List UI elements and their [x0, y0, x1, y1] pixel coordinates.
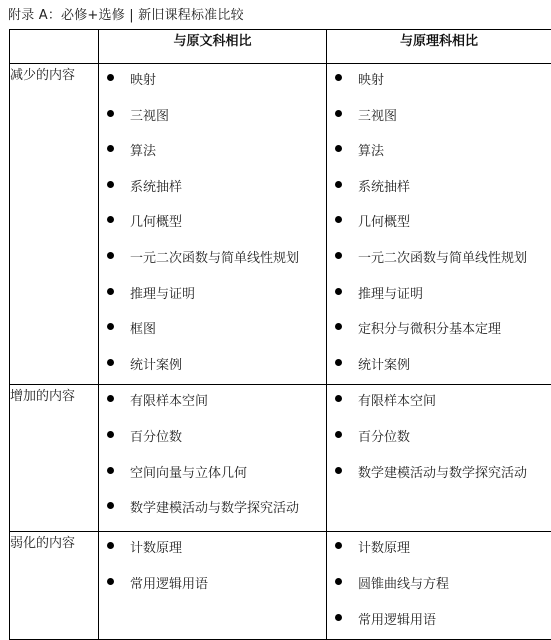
bullet-icon	[335, 216, 342, 223]
list-item-text: 空间向量与立体几何	[130, 462, 247, 481]
bullet-icon	[107, 542, 114, 549]
list-item-text: 计数原理	[130, 537, 182, 556]
list-item-text: 计数原理	[358, 537, 410, 556]
table-row-added	[10, 385, 551, 532]
bullet-icon	[335, 395, 342, 402]
topic-list	[327, 532, 551, 639]
list-item-text: 统计案例	[358, 354, 410, 373]
list-item	[99, 171, 326, 207]
bullet-icon	[335, 145, 342, 152]
header-arts-comparison: 与原文科相比	[99, 30, 327, 64]
bullet-icon	[335, 181, 342, 188]
list-item-text: 推理与证明	[358, 283, 423, 302]
list-item	[327, 604, 551, 640]
list-item-text: 统计案例	[130, 354, 182, 373]
science-cell	[327, 64, 551, 385]
list-item	[327, 532, 551, 568]
arts-cell	[99, 532, 327, 640]
list-item-text: 数学建模活动与数学探究活动	[358, 462, 527, 481]
list-item-text: 有限样本空间	[130, 390, 208, 409]
list-item	[99, 100, 326, 136]
list-item	[99, 64, 326, 100]
science-cell	[327, 532, 551, 640]
list-item	[99, 278, 326, 314]
list-item-text: 定积分与微积分基本定理	[358, 318, 501, 337]
list-item	[327, 349, 551, 385]
list-item	[327, 100, 551, 136]
table-header-row	[10, 30, 551, 64]
list-item	[327, 171, 551, 207]
bullet-icon	[107, 578, 114, 585]
list-item-text: 推理与证明	[130, 283, 195, 302]
list-item	[99, 135, 326, 171]
bullet-icon	[335, 74, 342, 81]
bullet-icon	[107, 359, 114, 366]
science-cell	[327, 385, 551, 532]
table-row-weakened	[10, 532, 551, 640]
list-item-text: 映射	[358, 69, 384, 88]
bullet-icon	[107, 467, 114, 474]
list-item	[99, 492, 326, 528]
topic-list	[99, 532, 326, 603]
list-item-text: 有限样本空间	[358, 390, 436, 409]
header-blank-cell	[10, 30, 99, 64]
list-item	[99, 206, 326, 242]
list-item	[99, 349, 326, 385]
topic-list	[327, 64, 551, 384]
bullet-icon	[335, 288, 342, 295]
list-item-text: 几何概型	[358, 211, 410, 230]
list-item-text: 圆锥曲线与方程	[358, 573, 449, 592]
row-label: 减少的内容	[10, 64, 99, 385]
list-item	[99, 421, 326, 457]
list-item	[327, 421, 551, 457]
list-item-text: 三视图	[130, 105, 169, 124]
list-item	[99, 457, 326, 493]
page-heading: 附录 A：必修+选修 | 新旧课程标准比较	[8, 4, 244, 23]
bullet-icon	[107, 323, 114, 330]
bullet-icon	[335, 578, 342, 585]
list-item-text: 一元二次函数与简单线性规划	[130, 247, 299, 266]
list-item-text: 常用逻辑用语	[130, 573, 208, 592]
list-item	[99, 532, 326, 568]
bullet-icon	[335, 431, 342, 438]
list-item-text: 系统抽样	[130, 176, 182, 195]
bullet-icon	[335, 323, 342, 330]
list-item-text: 数学建模活动与数学探究活动	[130, 497, 299, 516]
table-row-reduced	[10, 64, 551, 385]
bullet-icon	[107, 502, 114, 509]
bullet-icon	[335, 542, 342, 549]
bullet-icon	[107, 395, 114, 402]
list-item-text: 百分位数	[358, 426, 410, 445]
bullet-icon	[107, 110, 114, 117]
list-item-text: 算法	[358, 140, 384, 159]
list-item	[327, 457, 551, 493]
bullet-icon	[107, 252, 114, 259]
topic-list	[99, 385, 326, 527]
comparison-table	[9, 29, 551, 640]
bullet-icon	[335, 467, 342, 474]
bullet-icon	[107, 145, 114, 152]
list-item	[327, 135, 551, 171]
bullet-icon	[107, 288, 114, 295]
list-item-text: 三视图	[358, 105, 397, 124]
list-item-text: 百分位数	[130, 426, 182, 445]
bullet-icon	[335, 110, 342, 117]
list-item-text: 框图	[130, 318, 156, 337]
bullet-icon	[107, 216, 114, 223]
row-label: 弱化的内容	[10, 532, 99, 640]
topic-list	[327, 385, 551, 492]
bullet-icon	[335, 252, 342, 259]
topic-list	[99, 64, 326, 384]
list-item-text: 一元二次函数与简单线性规划	[358, 247, 527, 266]
list-item	[327, 568, 551, 604]
list-item	[99, 313, 326, 349]
list-item	[327, 206, 551, 242]
list-item-text: 映射	[130, 69, 156, 88]
arts-cell	[99, 385, 327, 532]
header-science-comparison: 与原理科相比	[327, 30, 551, 64]
list-item	[99, 385, 326, 421]
bullet-icon	[107, 74, 114, 81]
bullet-icon	[107, 181, 114, 188]
list-item	[327, 313, 551, 349]
list-item	[327, 64, 551, 100]
list-item-text: 几何概型	[130, 211, 182, 230]
bullet-icon	[335, 359, 342, 366]
list-item	[99, 242, 326, 278]
bullet-icon	[107, 431, 114, 438]
list-item	[327, 242, 551, 278]
row-label: 增加的内容	[10, 385, 99, 532]
list-item	[99, 568, 326, 604]
list-item	[327, 385, 551, 421]
bullet-icon	[335, 614, 342, 621]
list-item	[327, 278, 551, 314]
list-item-text: 算法	[130, 140, 156, 159]
list-item-text: 常用逻辑用语	[358, 609, 436, 628]
arts-cell	[99, 64, 327, 385]
list-item-text: 系统抽样	[358, 176, 410, 195]
